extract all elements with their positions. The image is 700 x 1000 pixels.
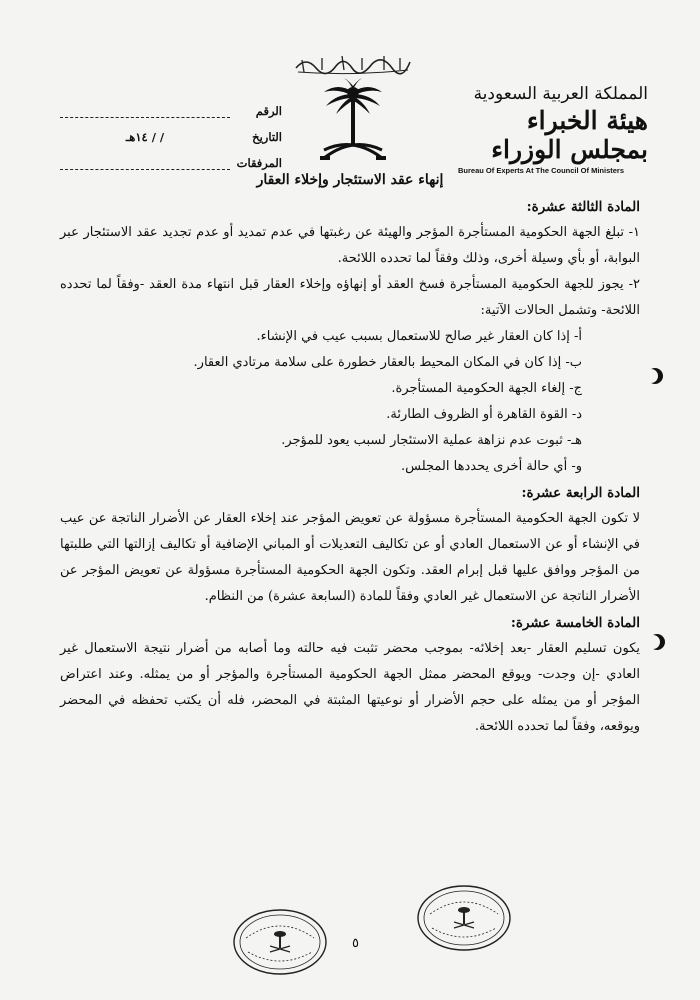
number-label: الرقم	[255, 104, 282, 118]
attachments-field-row	[60, 144, 282, 170]
bureau-name-english: Bureau Of Experts At The Council Of Ministers	[458, 166, 624, 175]
document-title: إنهاء عقد الاستئجار وإخلاء العقار	[256, 172, 444, 188]
article-13-heading: المادة الثالثة عشرة:	[526, 199, 640, 215]
official-seal-right	[416, 884, 512, 952]
kingdom-name: المملكة العربية السعودية	[473, 84, 648, 104]
article-13-item-1: ١- تبلغ الجهة الحكومية المستأجرة المؤجر والهيئة عن رغبتها في عدم تمديد أو عدم تجديد عقد الاستئجار عبر البوابة، أو بأي وسيلة أخرى، وذلك وفقاً لما تحدده اللائحة.	[60, 225, 640, 266]
article-14-heading: المادة الرابعة عشرة:	[521, 485, 640, 501]
official-seal-left	[232, 908, 328, 976]
article-15-text: يكون تسليم العقار -بعد إخلائه- بموجب محضر تثبت فيه حالته وما أصابه من أضرار نتيجة الاستعمال غير العادي -إن وجدت- ويوقع المحضر ممثل الجهة الحكومية المستأجرة والمؤجر أو من يمثله. وعند اعتراض المؤجر أو من يمثله على حجم الأضرار أو نوعيتها المثبتة في المحضر، فله أن يكتب تحفظه في المحضر ويوقعه، وفقاً لما تحدده اللائحة.	[60, 641, 640, 734]
date-label: التاريخ	[252, 130, 282, 144]
date-value: / / ١٤هـ	[125, 130, 165, 144]
palm-swords-emblem	[318, 78, 388, 172]
article-14-text: لا تكون الجهة الحكومية المستأجرة مسؤولة عن تعويض المؤجر عند إخلاء العقار عن الأضرار الناتجة عن عيب في الإنشاء أو عن الاستعمال العادي أو عن تكاليف التعديلات أو المباني الإضافية أو تكاليف إزالتها التي طلبتها من المؤجر ووافق عليها قبل إبرام العقد. وتكون الجهة الحكومية المستأجرة مسؤولة عن تعويض المؤجر عن الأضرار الناتجة عن الاستعمال غير العادي وفقاً للمادة (السابعة عشرة) من النظام.	[60, 511, 640, 604]
date-field-row	[60, 118, 282, 144]
article-13-subitem-d: د- القوة القاهرة أو الظروف الطارئة.	[386, 407, 582, 422]
article-13-subitem-e: هـ- ثبوت عدم نزاهة عملية الاستئجار لسبب يعود للمؤجر.	[281, 433, 582, 448]
number-field-row	[60, 92, 282, 118]
attachments-label: المرفقات	[236, 156, 282, 170]
page-number: ٥	[352, 936, 359, 951]
punch-hole-mark	[647, 632, 667, 652]
article-13-subitem-b: ب- إذا كان في المكان المحيط بالعقار خطورة على سلامة مرتادي العقار.	[193, 355, 582, 370]
article-15-heading: المادة الخامسة عشرة:	[510, 615, 640, 631]
ministry-heading	[458, 84, 648, 175]
article-13-subitem-f: و- أي حالة أخرى يحددها المجلس.	[401, 459, 582, 474]
bismillah-calligraphy	[292, 50, 412, 76]
article-13-item-2: ٢- يجوز للجهة الحكومية المستأجرة فسخ العقد أو إنهاؤه وإخلاء العقار قبل انتهاء مدة العقد -وفقاً لما تحدده اللائحة- وتشمل الحالات الآتية:	[60, 277, 640, 318]
punch-hole-mark	[645, 366, 665, 386]
bureau-name-arabic: هيئة الخبراء بمجلس الوزراء	[491, 106, 648, 164]
number-line	[60, 103, 230, 118]
reference-fields	[60, 92, 282, 170]
attachments-line	[60, 155, 230, 170]
document-body	[60, 194, 640, 740]
article-13-subitem-a: أ- إذا كان العقار غير صالح للاستعمال بسبب عيب في الإنشاء.	[256, 329, 582, 344]
article-13-subitem-c: ج- إلغاء الجهة الحكومية المستأجرة.	[391, 381, 582, 396]
